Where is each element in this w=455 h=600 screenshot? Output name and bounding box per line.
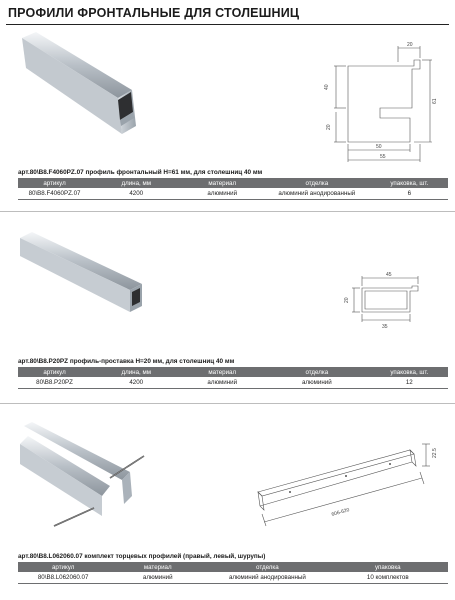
spec-table-3 (18, 562, 448, 584)
section-divider (0, 211, 455, 212)
dim-height-total: 61 (432, 98, 438, 104)
table-cell: алюминий анодированный (207, 572, 327, 583)
table-cell: алюминий анодированный (263, 188, 371, 199)
column-header: артикул (18, 367, 91, 377)
dim-length: 606-620 (330, 507, 351, 518)
profile-spacer-photo (14, 228, 146, 320)
page-title: ПРОФИЛИ ФРОНТАЛЬНЫЕ ДЛЯ СТОЛЕШНИЦ (8, 6, 300, 20)
column-header: материал (181, 367, 263, 377)
column-header: упаковка, шт. (371, 178, 448, 188)
end-profile-kit-photo (14, 420, 154, 532)
table-row (18, 377, 448, 388)
table-cell: 4200 (91, 377, 181, 388)
table-cell: 80\B8.P20PZ (18, 377, 91, 388)
table-cell: алюминий (263, 377, 371, 388)
product-caption-1: арт.80\B8.F4060PZ.07 профиль фронтальный Н=61 мм, для столешниц 40 мм (18, 169, 263, 176)
dim-top: 20 (407, 42, 413, 48)
column-header: материал (181, 178, 263, 188)
table-cell: алюминий (181, 188, 263, 199)
table-cell: 4200 (91, 188, 181, 199)
table-cell: 12 (371, 377, 448, 388)
dim-lower: 20 (326, 124, 332, 130)
column-header: упаковка (328, 562, 448, 572)
column-header: длина, мм (91, 178, 181, 188)
dim-height: 20 (344, 297, 350, 303)
column-header: отделка (263, 178, 371, 188)
dim-bottom: 35 (382, 324, 388, 330)
section-divider (0, 403, 455, 404)
dim-top: 45 (386, 272, 392, 278)
table-cell: 6 (371, 188, 448, 199)
product-caption-2: арт.80\B8.P20PZ профиль-проставка Н=20 мм, для столешниц 40 мм (18, 358, 235, 365)
table-row (18, 572, 448, 583)
dim-w1: 50 (376, 144, 382, 150)
column-header: упаковка, шт. (371, 367, 448, 377)
table-cell: алюминий (108, 572, 207, 583)
table-header-row (18, 562, 448, 572)
table-cell: 10 комплектов (328, 572, 448, 583)
column-header: материал (108, 562, 207, 572)
spec-table-2 (18, 367, 448, 389)
column-header: отделка (207, 562, 327, 572)
column-header: отделка (263, 367, 371, 377)
column-header: артикул (18, 178, 91, 188)
product-caption-3: арт.80\B8.L062060.07 комплект торцевых профилей (правый, левый, шурупы) (18, 553, 266, 560)
table-header-row (18, 178, 448, 188)
end-profile-kit-drawing (250, 432, 445, 530)
column-header: длина, мм (91, 367, 181, 377)
profile-front-photo (14, 30, 144, 140)
dim-height: 22.5 (432, 448, 438, 458)
column-header: артикул (18, 562, 108, 572)
spec-table-1 (18, 178, 448, 200)
dim-w2: 55 (380, 154, 386, 160)
table-row (18, 188, 448, 199)
table-header-row (18, 367, 448, 377)
profile-front-drawing (322, 36, 440, 168)
table-cell: 80\B8.L062060.07 (18, 572, 108, 583)
title-rule (6, 24, 449, 25)
profile-spacer-drawing (340, 268, 440, 330)
table-cell: алюминий (181, 377, 263, 388)
table-cell: 80\B8.F4060PZ.07 (18, 188, 91, 199)
dim-height-a: 40 (324, 84, 330, 90)
